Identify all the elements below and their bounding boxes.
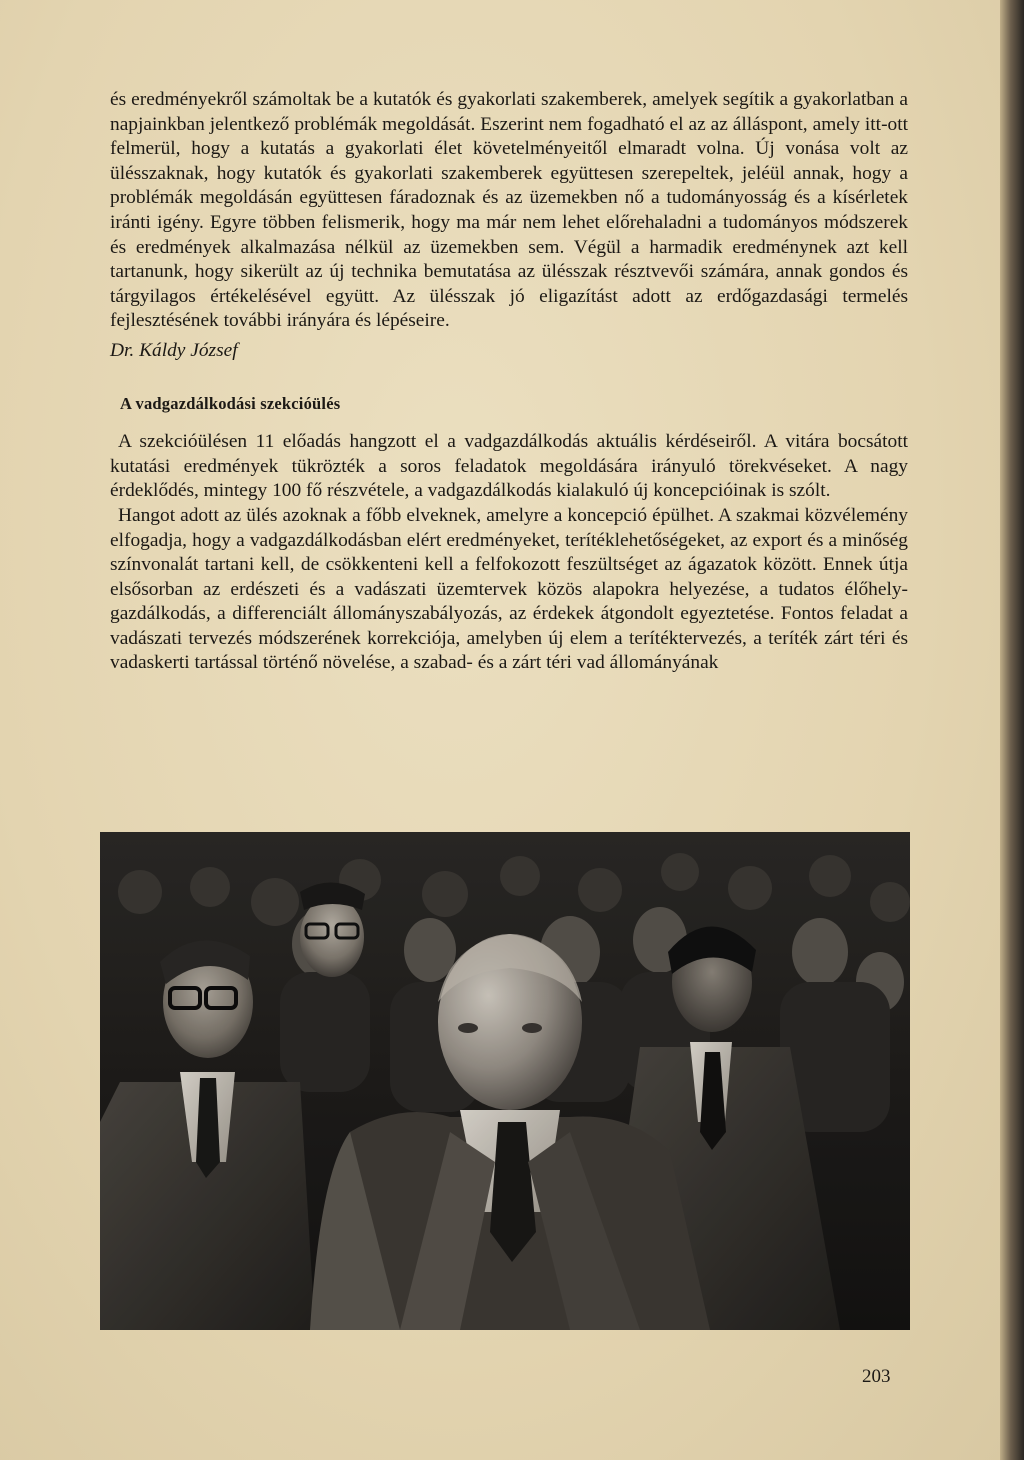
book-gutter-edge bbox=[1000, 0, 1024, 1460]
text-column bbox=[110, 88, 908, 676]
article-paragraph: és eredményekről számoltak be a kutatók és gyakorlati szakemberek, amelyek segítik a gyakorlatban a napjainkban jelentkező problémák megoldását. Eszerint nem fogadható el az az álláspont, amely itt-ott felmerül, hogy a kutatás a gyakorlati élet követelményeitől elmaradt volna. Új vonása volt az ülésszaknak, hogy kutatók és gyakorlati szakemberek együttesen szerepeltek, jeléül annak, hogy a problémák megoldásán együttesen fáradoznak és az üzemekben nő a tudományosság és a kísérletek iránti igény. Egyre többen felismerik, hogy ma már nem lehet előrehaladni a tudományos módszerek és eredmények alkalmazása nélkül az üzemekben sem. Végül a harmadik eredménynek azt kell tartanunk, hogy sikerült az új technika bemutatása az ülésszak résztvevői számára, annak gondos és tárgyilagos értékelésével együtt. Az ülésszak jó eligazítást adott az erdőgazdasági termelés fejlesztésének további irányára és lépéseire. bbox=[110, 89, 908, 332]
section-heading: A vadgazdálkodási szekcióülés bbox=[120, 393, 341, 413]
author-signature: Dr. Káldy József bbox=[110, 339, 238, 361]
section-paragraph: A szekcióülésen 11 előadás hangzott el a vadgazdálkodás aktuális kérdéseiről. A vitára bocsátott kutatási eredmények tükrözték a soros feladatok megoldására irányuló törekvéseket. A nagy érdeklődés, mintegy 100 fő részvétele, a vadgazdálkodás kialakuló új koncepcióinak is szólt. bbox=[110, 431, 908, 502]
page-number: 203 bbox=[862, 1366, 891, 1387]
section-paragraph: Hangot adott az ülés azoknak a főbb elveknek, amelyre a koncepció épülhet. A szakmai közvélemény elfogadja, hogy a vadgazdálkodásban elért eredményeket, terítéklehetőségeket, az export és a minőség színvonalát tartani kell, de csökkenteni kell a felfokozott feszültséget az ágazatok között. Ennek útja elsősorban az erdészeti és a vadászati üzemtervek közös alapokra helyezése, a tudatos élőhely-gazdálkodás, a differenciált állományszabályozás, az érdekek átgondolt egyeztetése. Fontos feladat a vadászati tervezés módszerének korrekciója, amelyben új elem a terítéktervezés, a teríték zárt téri és vadaskerti tartással történő növelése, a szabad- és a zárt téri vad állományának bbox=[110, 504, 908, 674]
meeting-audience-photo bbox=[100, 832, 910, 1330]
